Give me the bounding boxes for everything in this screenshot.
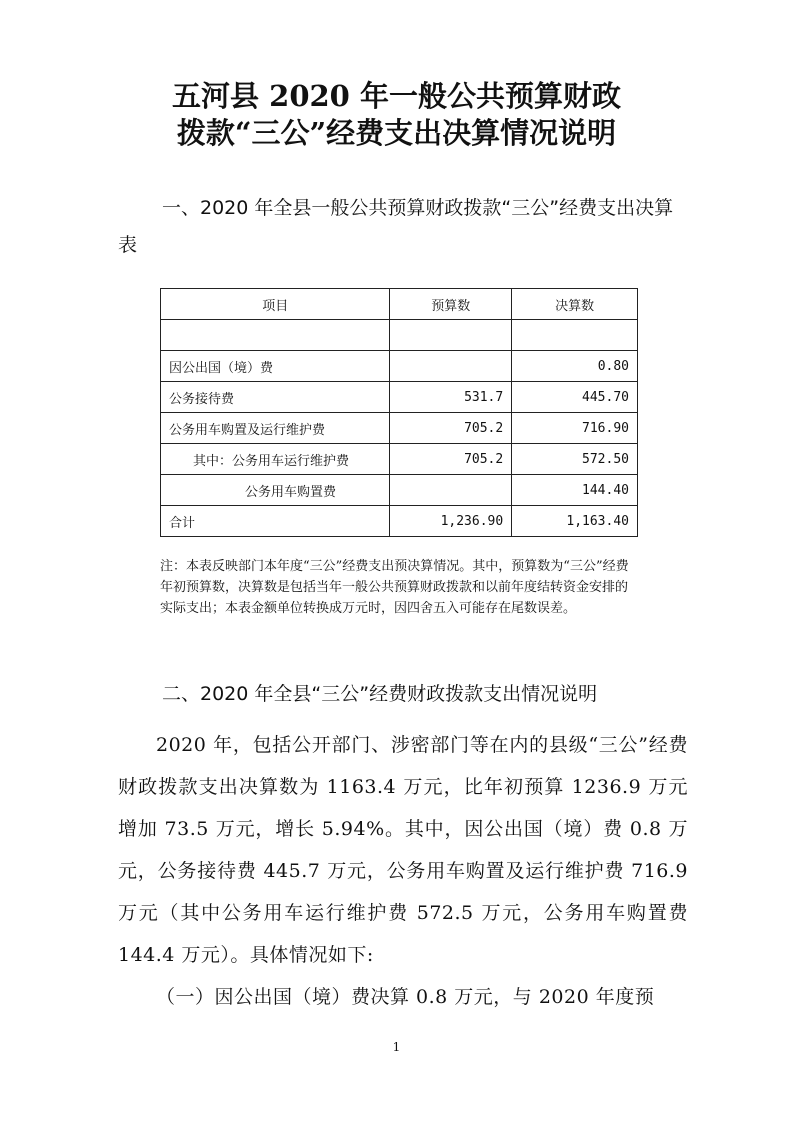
- table-row: [161, 351, 638, 382]
- row-final: [512, 320, 638, 351]
- header-budget: 预算数: [390, 289, 512, 320]
- document-title-line2: 拨款“三公”经费支出决算情况说明: [176, 116, 617, 150]
- row-final: 572.50: [512, 444, 638, 475]
- row-budget: 531.7: [390, 382, 512, 413]
- row-item: [161, 320, 390, 351]
- row-budget: 705.2: [390, 413, 512, 444]
- table-row: [161, 382, 638, 413]
- table-total-row: [161, 506, 638, 537]
- row-item: 其中：公务用车运行维护费: [161, 444, 390, 475]
- row-final: 445.70: [512, 382, 638, 413]
- row-budget: 1,236.90: [390, 506, 512, 537]
- row-budget: [390, 475, 512, 506]
- table-row: [161, 413, 638, 444]
- row-item: 公务用车购置费: [161, 475, 390, 506]
- table-note: 注：本表反映部门本年度“三公”经费支出预决算情况。其中，预算数为“三公”经费年初预算数，决算数是包括当年一般公共预算财政拨款和以前年度结转资金安排的实际支出；本表金额单位转换成万元时，因四舍五入可能存在尾数误差。: [160, 559, 629, 616]
- section1-heading: 一、2020 年全县一般公共预算财政拨款“三公”经费支出决算表: [118, 197, 674, 256]
- row-item: 合计: [161, 506, 390, 537]
- row-item: 因公出国（境）费: [161, 351, 390, 382]
- table-row: [161, 475, 638, 506]
- body-paragraph: 2020 年，包括公开部门、涉密部门等在内的县级“三公”经费财政拨款支出决算数为 1163.4 万元，比年初预算 1236.9 万元增加 73.5 万元，增长 5.94%。其中，因公出国（境）费 0.8 万元，公务接待费 445.7 万元，公务用车购置及运行维护费 716.9 万元（其中公务用车运行维护费 572.5 万元，公务用车购置费 144.4 万元）。具体情况如下:: [118, 734, 688, 966]
- page-number: 1: [392, 1040, 401, 1054]
- body-paragraph: （一）因公出国（境）费决算 0.8 万元，与 2020 年度预: [156, 986, 655, 1008]
- row-budget: [390, 320, 512, 351]
- table-header-row: [161, 289, 638, 320]
- header-item: 项目: [161, 289, 390, 320]
- row-final: 716.90: [512, 413, 638, 444]
- row-item: 公务接待费: [161, 382, 390, 413]
- row-final: 1,163.40: [512, 506, 638, 537]
- header-final: 决算数: [512, 289, 638, 320]
- row-final: 144.40: [512, 475, 638, 506]
- section2-heading: 二、2020 年全县“三公”经费财政拨款支出情况说明: [162, 683, 598, 705]
- row-budget: [390, 351, 512, 382]
- row-final: 0.80: [512, 351, 638, 382]
- document-title-line1: 五河县 2020 年一般公共预算财政: [172, 79, 621, 113]
- table-row: [161, 444, 638, 475]
- table-row: [161, 320, 638, 351]
- row-budget: 705.2: [390, 444, 512, 475]
- budget-table: [160, 288, 638, 537]
- row-item: 公务用车购置及运行维护费: [161, 413, 390, 444]
